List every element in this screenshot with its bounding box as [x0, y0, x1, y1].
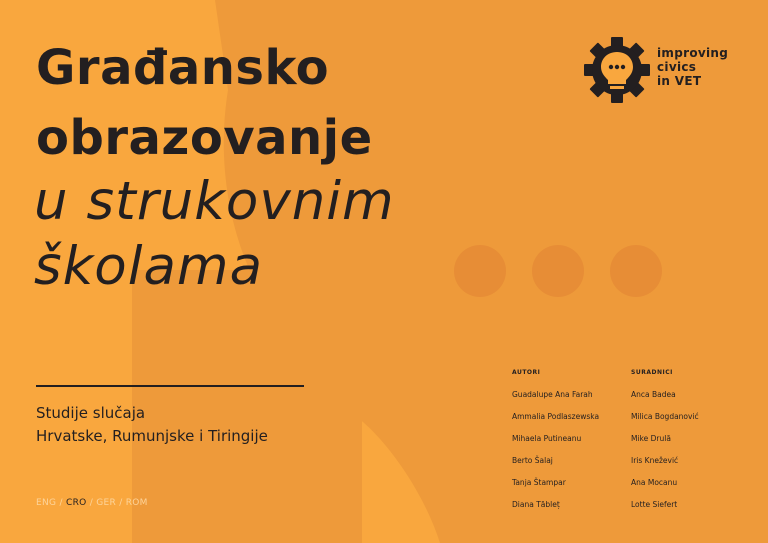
- title-line-3: u strukovnim: [34, 171, 395, 232]
- collaborator-name: Iris Knežević: [631, 456, 679, 465]
- collaborator-name: Ana Mocanu: [631, 478, 678, 487]
- collaborators-heading: SURADNICI: [631, 369, 673, 376]
- language-cro[interactable]: CRO: [65, 498, 87, 508]
- gear-lightbulb-chat-icon: [583, 36, 651, 104]
- logo-text-line-1: improving: [657, 46, 729, 60]
- collaborator-name: Mike Drulă: [631, 434, 671, 443]
- language-separator: /: [89, 498, 94, 508]
- author-name: Guadalupe Ana Farah: [512, 390, 593, 399]
- authors-heading: AUTORI: [512, 369, 541, 376]
- collaborator-name: Lotte Siefert: [631, 500, 678, 509]
- author-name: Mihaela Putineanu: [512, 434, 582, 443]
- author-name: Tanja Štampar: [512, 478, 566, 487]
- language-separator: /: [119, 498, 123, 508]
- author-name: Berto Šalaj: [512, 456, 553, 465]
- ellipsis-dot-3: [610, 245, 662, 297]
- speech-bubble-shape-left: [132, 270, 362, 543]
- language-switcher: [36, 498, 148, 508]
- language-ger[interactable]: GER: [96, 498, 117, 508]
- collaborator-name: Milica Bogdanović: [631, 412, 699, 421]
- language-rom[interactable]: ROM: [125, 498, 148, 508]
- language-separator: /: [59, 498, 63, 508]
- title-line-4: školama: [34, 236, 264, 297]
- author-name: Diana Tăbleț: [512, 500, 560, 509]
- subtitle-line-2: Hrvatske, Rumunjske i Tiringije: [36, 427, 268, 445]
- logo-text-line-2: civics: [657, 60, 697, 74]
- ellipsis-dot-1: [454, 245, 506, 297]
- collaborator-name: Anca Badea: [631, 390, 676, 399]
- title-line-1: Građansko: [36, 40, 330, 96]
- title-line-2: obrazovanje: [36, 110, 373, 166]
- language-eng[interactable]: ENG: [36, 498, 57, 508]
- subtitle-line-1: Studije slučaja: [36, 404, 146, 422]
- ellipsis-dot-2: [532, 245, 584, 297]
- logo-text-line-3: in VET: [657, 74, 702, 88]
- divider-rule: [36, 385, 304, 387]
- author-name: Ammalia Podlaszewska: [512, 412, 600, 421]
